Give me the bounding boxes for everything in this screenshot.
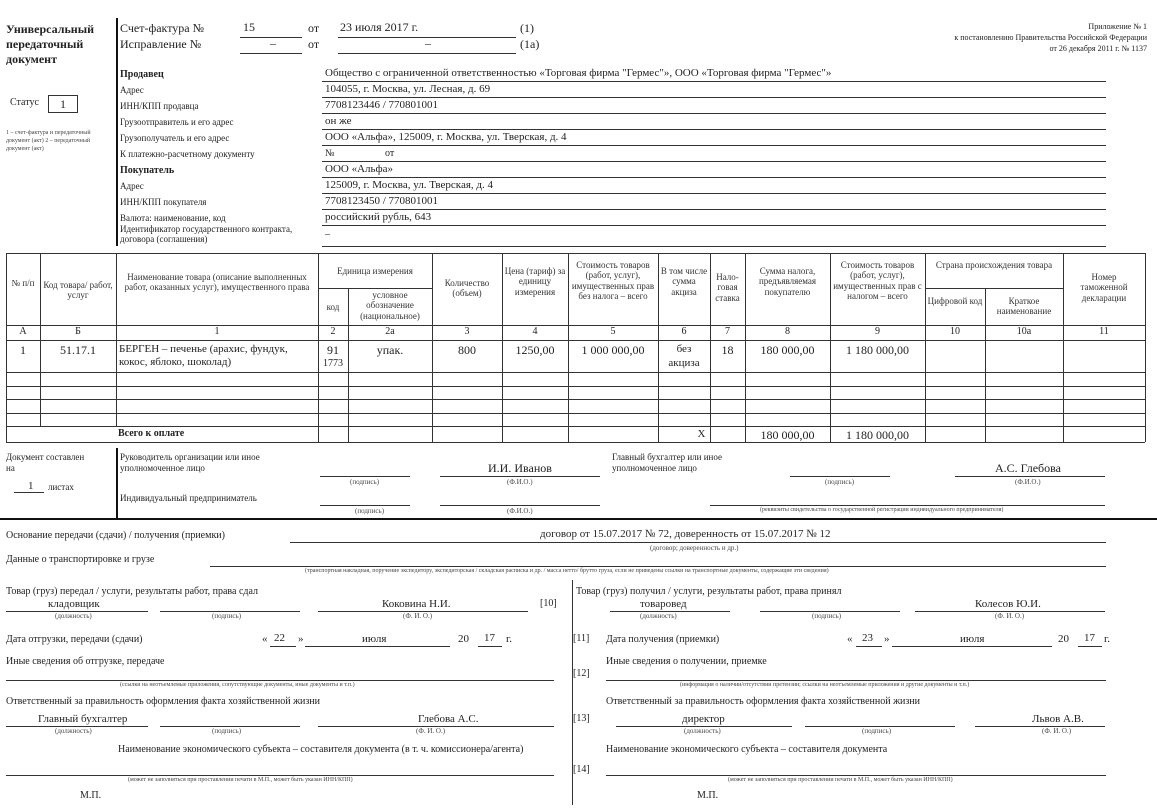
party-label: Грузоотправитель и его адрес <box>120 117 234 127</box>
party-value: 104055, г. Москва, ул. Лесная, д. 69 <box>325 83 491 95</box>
right-entity-label: Наименование экономического субъекта – составителя документа <box>606 744 888 755</box>
row-code: 51.17.1 <box>60 343 96 357</box>
header-rate: Нало-говая ставка <box>715 272 740 303</box>
head-name: И.И. Иванов <box>488 461 552 475</box>
right-day: 23 <box>862 632 873 644</box>
left-resp-position: Главный бухгалтер <box>38 713 128 725</box>
transport-caption: (транспортная накладная, поручение экспедитору, экспедиторская / складская расписка и др. / масса нетто/ брутто груза, если не приведены ссылки на транспортные документы, содержащие эти сведения) <box>305 568 829 574</box>
row-qty: 800 <box>458 343 476 357</box>
left-title: Товар (груз) передал / услуги, результаты работ, права сдал <box>6 586 258 597</box>
party-label: ИНН/КПП покупателя <box>120 197 207 207</box>
left-resp-position-caption: (должность) <box>55 727 92 735</box>
head-label: Руководитель организации или иное уполномоченное лицо <box>120 452 260 473</box>
right-year-suffix: г. <box>1104 633 1111 645</box>
party-label: К платежно-расчетному документу <box>120 149 255 159</box>
chief-fio-caption: (Ф.И.О.) <box>1015 478 1041 486</box>
invoice-date: 23 июля 2017 г. <box>340 20 419 34</box>
left-other-caption: (ссылки на неотъемлемые приложения, сопутствующие документы, иные документы и т.п.) <box>120 682 355 688</box>
doc-pages-count: 1 <box>28 480 34 492</box>
appendix-line-2: к постановлению Правительства Российской Федерации <box>954 33 1147 42</box>
ip-fio-caption: (Ф.И.О.) <box>507 507 533 515</box>
party-label: Адрес <box>120 85 144 95</box>
right-position-caption: (должность) <box>640 612 677 620</box>
left-year-prefix: 20 <box>458 633 469 645</box>
left-month: июля <box>362 633 387 645</box>
ip-requisites-caption: (реквизиты свидетельства о государственной регистрации индивидуального предпринимателя) <box>760 507 1004 513</box>
correction-date: – <box>425 36 431 50</box>
right-quote-open: « <box>847 633 853 645</box>
right-signature-caption: (подпись) <box>812 612 842 620</box>
gov-id-value: – <box>325 229 330 240</box>
total-tax: 180 000,00 <box>760 428 815 442</box>
column-id: 2 <box>330 326 336 337</box>
ip-label: Индивидуальный предприниматель <box>120 493 257 503</box>
doc-pages-label: Документ составлен на <box>6 452 85 473</box>
header-country-name: Краткое наименование <box>996 296 1052 317</box>
party-label: Грузополучатель и его адрес <box>120 133 230 143</box>
total-x: Х <box>697 428 706 440</box>
chief-label: Главный бухгалтер или иное уполномоченное лицо <box>612 452 722 473</box>
right-fio-caption: (Ф. И. О.) <box>995 612 1025 620</box>
right-other-label: Иные сведения о получении, приемке <box>606 656 767 667</box>
party-value: он же <box>325 115 352 127</box>
total-sum: 1 180 000,00 <box>846 428 909 442</box>
header-code: Код товара/ работ, услуг <box>43 280 113 301</box>
row-rate: 18 <box>721 343 734 357</box>
row-cost: 1 000 000,00 <box>581 343 645 357</box>
invoice-from-label: от <box>308 21 320 35</box>
row-unit-code-2: 1773 <box>323 358 343 369</box>
left-resp-label: Ответственный за правильность оформления факта хозяйственной жизни <box>6 696 321 707</box>
left-resp-signature-caption: (подпись) <box>212 727 242 735</box>
header-tax: Сумма налога, предъявляемая покупателю <box>758 266 817 297</box>
basis-value: договор от 15.07.2017 № 72, доверенность от 15.07.2017 № 12 <box>540 528 831 540</box>
left-resp-fio-caption: (Ф. И. О.) <box>416 727 446 735</box>
party-value: 125009, г. Москва, ул. Тверская, д. 4 <box>325 179 493 191</box>
right-title: Товар (груз) получил / услуги, результаты работ, права принял <box>576 586 842 597</box>
ref-1: (1) <box>520 21 534 35</box>
left-name: Коковина Н.И. <box>382 598 451 610</box>
head-signature-caption: (подпись) <box>350 478 380 486</box>
left-ref-14: [14] <box>573 764 590 775</box>
left-ref-11: [11] <box>573 633 590 644</box>
payment-doc-no-label: № <box>325 148 335 159</box>
column-id: 7 <box>725 326 730 337</box>
document-title: Универсальный передаточный документ <box>6 22 94 66</box>
column-id: 10а <box>1016 326 1032 337</box>
left-date-label: Дата отгрузки, передачи (сдачи) <box>6 634 143 645</box>
column-id: Б <box>75 326 81 337</box>
column-id: 8 <box>785 326 790 337</box>
left-year-suffix: г. <box>506 633 513 645</box>
ip-signature-caption: (подпись) <box>355 507 385 515</box>
column-id: 1 <box>214 326 220 337</box>
basis-label: Основание передачи (сдачи) / получения (приемки) <box>6 530 225 541</box>
payment-doc-from-label: от <box>385 148 395 159</box>
header-qty: Количество (объем) <box>444 278 490 299</box>
right-month: июля <box>960 633 985 645</box>
basis-caption: (договор; доверенность и др.) <box>650 544 739 552</box>
header-customs: Номер таможенной декларации <box>1080 272 1128 303</box>
header-unit-name: условное обозначение (национальное) <box>360 290 420 321</box>
chief-signature-caption: (подпись) <box>825 478 855 486</box>
header-unit: Единица измерения <box>337 266 413 276</box>
invoice-number: 15 <box>243 20 255 34</box>
right-position: товаровед <box>640 598 687 610</box>
party-value: ООО «Альфа» <box>325 163 394 175</box>
party-label: Валюта: наименование, код <box>120 213 226 223</box>
right-year: 17 <box>1084 632 1095 644</box>
right-date-label: Дата получения (приемки) <box>606 634 720 645</box>
party-value: 7708123446 / 770801001 <box>325 99 439 111</box>
party-value: Общество с ограниченной ответственностью «Торговая фирма "Гермес"», ООО «Торговая фирма "Гермес"» <box>325 67 832 79</box>
right-mp: М.П. <box>697 790 719 801</box>
right-resp-position-caption: (должность) <box>684 727 721 735</box>
party-label: Покупатель <box>120 165 175 176</box>
party-label: Адрес <box>120 181 144 191</box>
header-divider <box>116 18 118 246</box>
status-value: 1 <box>48 95 78 113</box>
correction-label: Исправление № <box>120 37 202 51</box>
appendix-line-1: Приложение № 1 <box>1088 22 1147 31</box>
right-resp-label: Ответственный за правильность оформления факта хозяйственной жизни <box>606 696 921 707</box>
party-label: ИНН/КПП продавца <box>120 101 199 111</box>
column-id: 9 <box>875 326 880 337</box>
column-id: 3 <box>464 326 470 337</box>
right-resp-fio-caption: (Ф. И. О.) <box>1042 727 1072 735</box>
header-total: Стоимость товаров (работ, услуг), имущественных прав с налогом – всего <box>833 260 922 302</box>
party-value: российский рубль, 643 <box>325 211 432 223</box>
row-name: БЕРГЕН – печенье (арахис, фундук, кокос, яблоко, шоколад) <box>119 343 288 368</box>
left-year: 17 <box>484 632 495 644</box>
right-other-caption: (информация о наличии/отсутствии претензии; ссылки на неотъемлемые приложения и другие документы и т.п.) <box>680 682 970 688</box>
left-resp-name: Глебова А.С. <box>418 713 479 725</box>
right-resp-position: директор <box>682 713 725 725</box>
right-name: Колесов Ю.И. <box>975 598 1041 610</box>
row-num: 1 <box>20 343 26 357</box>
row-unit-name: упак. <box>376 343 404 357</box>
column-id: 4 <box>532 326 538 337</box>
total-label: Всего к оплате <box>118 428 185 439</box>
row-price: 1250,00 <box>515 343 555 357</box>
header-country: Страна происхождения товара <box>935 260 1053 270</box>
doc-pages-suffix: листах <box>48 482 74 492</box>
header-unit-code: код <box>326 302 340 312</box>
left-signature-caption: (подпись) <box>212 612 242 620</box>
correction-number: – <box>270 36 276 50</box>
row-total: 1 180 000,00 <box>846 343 909 357</box>
left-mp: М.П. <box>80 790 102 801</box>
left-ref-10: [10] <box>540 598 557 609</box>
row-excise: без акциза <box>668 343 700 369</box>
party-value: ООО «Альфа», 125009, г. Москва, ул. Тверская, д. 4 <box>325 131 567 143</box>
right-year-prefix: 20 <box>1058 633 1069 645</box>
left-fio-caption: (Ф. И. О.) <box>403 612 433 620</box>
header-num: № п/п <box>11 278 35 288</box>
left-quote-close: » <box>298 633 304 645</box>
row-unit-code: 91 <box>327 343 339 357</box>
status-note: 1 – счет-фактура и передаточный документ (акт) 2 – передаточный документ (акт) <box>6 130 91 152</box>
right-quote-close: » <box>884 633 890 645</box>
column-id: 10 <box>950 326 960 337</box>
gov-id-label: Идентификатор государственного контракта, договора (соглашения) <box>120 224 293 245</box>
correction-from-label: от <box>308 37 320 51</box>
header-price: Цена (тариф) за единицу измерения <box>504 266 566 297</box>
column-id: 2а <box>385 326 395 337</box>
party-value: 7708123450 / 770801001 <box>325 195 439 207</box>
header-name: Наименование товара (описание выполненных работ, оказанных услуг), имущественного права <box>124 272 310 293</box>
chief-name: А.С. Глебова <box>995 461 1061 475</box>
left-ref-12: [12] <box>573 668 590 679</box>
ref-1a: (1а) <box>520 37 540 51</box>
left-day: 22 <box>274 632 285 644</box>
column-id: 6 <box>681 326 687 337</box>
right-entity-caption: (может не заполняться при проставлении печати в М.П., может быть указан ИНН/КПП) <box>728 777 953 783</box>
left-position-caption: (должность) <box>55 612 92 620</box>
status-label: Статус <box>10 97 39 108</box>
invoice-label: Счет-фактура № <box>120 21 205 35</box>
header-excise: В том числе сумма акциза <box>660 266 708 297</box>
column-id: 5 <box>610 326 616 337</box>
header-cost: Стоимость товаров (работ, услуг), имущественных прав без налога – всего <box>571 260 655 302</box>
left-other-label: Иные сведения об отгрузке, передаче <box>6 656 165 667</box>
party-label: Продавец <box>120 69 164 80</box>
head-fio-caption: (Ф.И.О.) <box>507 478 533 486</box>
appendix-line-3: от 26 декабря 2011 г. № 1137 <box>1049 44 1147 53</box>
left-quote-open: « <box>262 633 268 645</box>
left-position: кладовщик <box>48 598 100 610</box>
row-tax: 180 000,00 <box>760 343 815 357</box>
transport-label: Данные о транспортировке и грузе <box>6 554 155 565</box>
column-id: А <box>19 326 27 337</box>
left-ref-13: [13] <box>573 713 590 724</box>
left-entity-caption: (может не заполняться при проставлении печати в М.П., может быть указан ИНН/КПП) <box>128 777 353 783</box>
column-id: 11 <box>1099 326 1109 337</box>
right-resp-signature-caption: (подпись) <box>862 727 892 735</box>
header-country-code: Цифровой код <box>927 296 983 306</box>
left-entity-label: Наименование экономического субъекта – составителя документа (в т. ч. комиссионера/агента) <box>118 744 524 755</box>
right-resp-name: Львов А.В. <box>1032 713 1084 725</box>
